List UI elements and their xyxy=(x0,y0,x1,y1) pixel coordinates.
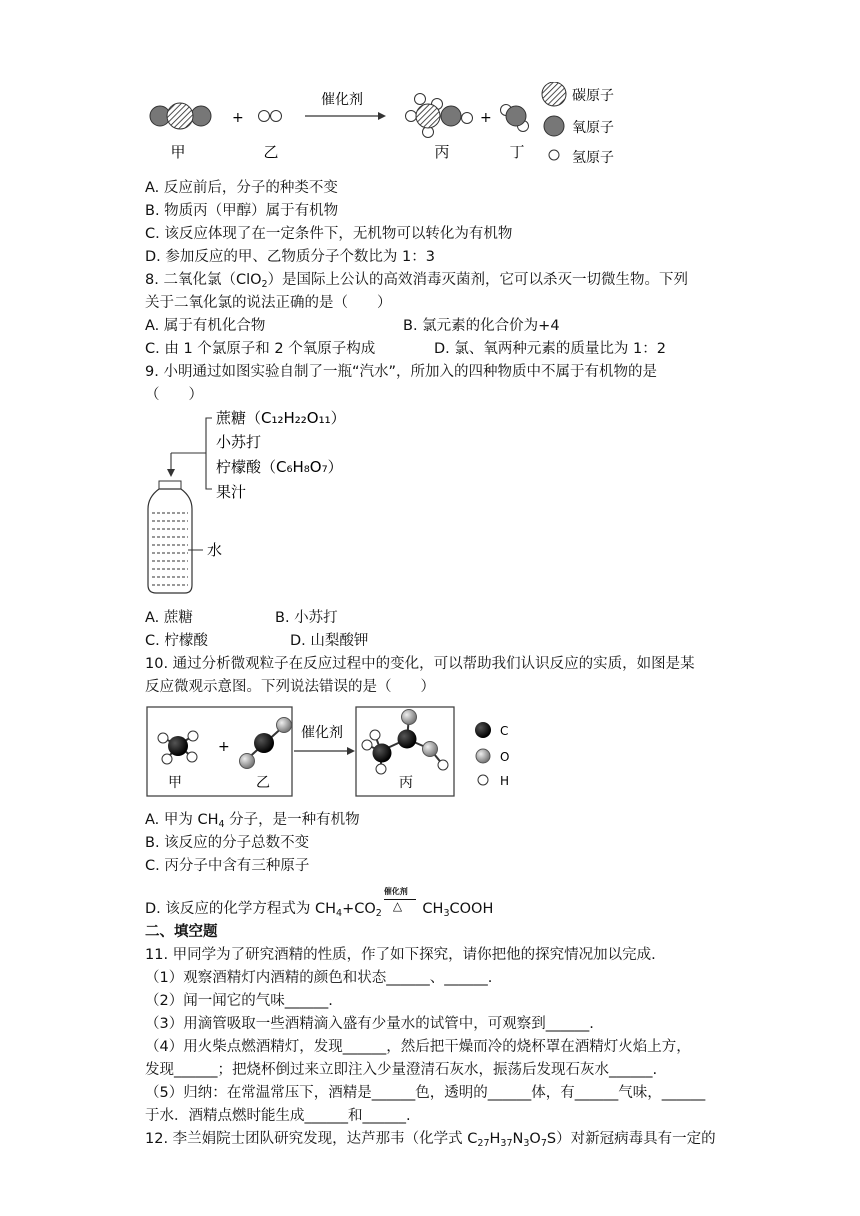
legend-h: H xyxy=(500,774,510,788)
q11-part-5-cont: 于水．酒精点燃时能生成______和______. xyxy=(145,1108,411,1124)
item-sucrose: 蔗糖（C₁₂H₂₂O₁₁） xyxy=(216,409,346,427)
catalyst-label: 催化剂 xyxy=(301,725,343,741)
q9-stem: 9. 小明通过如图实验自制了一瓶“汽水”，所加入的四种物质中不属于有机物的是 xyxy=(145,364,657,380)
plus-sign: + xyxy=(232,110,244,126)
q7-option-b: B. 物质丙（甲醇）属于有机物 xyxy=(145,203,339,219)
q11-part-4: （4）用火柴点燃酒精灯，发现______，然后把干燥而冷的烧杯罩在酒精灯火焰上方， xyxy=(145,1039,691,1055)
item-citric-acid: 柠檬酸（C₆H₈O₇） xyxy=(216,458,343,476)
q11-part-1: （1）观察酒精灯内酒精的颜色和状态______、______. xyxy=(145,970,493,986)
q9-bottle-figure xyxy=(140,405,400,605)
q10-reaction-figure xyxy=(145,705,525,800)
q10-option-d: D. 该反应的化学方程式为 $CH_4+CO_2$ 催化剂 △ $CH_3COOH$ xyxy=(145,887,494,919)
q8-stem: 8. 二氧化氯（ClO$_2$）是国际上公认的高效消毒灭菌剂，它可以杀灭一切微生物。下列 xyxy=(145,272,689,290)
molecule-yi xyxy=(259,111,282,122)
label-bing: 丙 xyxy=(399,775,413,791)
q7-option-c: C. 该反应体现了在一定条件下，无机物可以转化为有机物 xyxy=(145,226,513,242)
molecule-bing xyxy=(406,94,473,138)
q11-part-2: （2）闻一闻它的气味______. xyxy=(145,993,333,1009)
q9-stem-line2: （ ） xyxy=(145,387,203,403)
legend xyxy=(475,722,509,788)
legend-hydrogen: 氢原子 xyxy=(572,150,614,166)
plus-sign: + xyxy=(480,110,492,126)
q10-stem-line2: 反应微观示意图。下列说法错误的是（ ） xyxy=(145,679,435,695)
q8-option-a: A. 属于有机化合物 xyxy=(145,318,266,334)
q10-option-b: B. 该反应的分子总数不变 xyxy=(145,835,310,851)
legend-oxygen: 氧原子 xyxy=(572,120,614,136)
q8-option-c: C. 由 1 个氯原子和 2 个氧原子构成 xyxy=(145,341,376,357)
legend-carbon: 碳原子 xyxy=(572,88,614,104)
q8-option-b: B. 氯元素的化合价为+4 xyxy=(403,318,560,334)
reaction-condition: 催化剂 △ xyxy=(382,899,418,919)
q9-option-b: B. 小苏打 xyxy=(275,610,338,626)
q8-stem-line2: 关于二氧化氯的说法正确的是（ ） xyxy=(145,295,392,311)
label-yi: 乙 xyxy=(263,143,279,161)
q10-option-a: A. 甲为 $CH_4$ 分子，是一种有机物 xyxy=(145,812,360,830)
legend-c: C xyxy=(500,724,509,738)
water-label: 水 xyxy=(207,541,223,559)
q7-reaction-figure xyxy=(140,82,640,174)
label-jia: 甲 xyxy=(170,143,186,161)
q11-part-4-cont: 发现______；把烧杯倒过来立即注入少量澄清石灰水，振荡后发现石灰水______. xyxy=(145,1062,658,1078)
item-juice: 果汁 xyxy=(216,483,247,501)
q7-option-a: A. 反应前后，分子的种类不变 xyxy=(145,180,338,196)
q7-option-d: D. 参加反应的甲、乙物质分子个数比为 1：3 xyxy=(145,249,435,265)
q11-part-3: （3）用滴管吸取一些酒精滴入盛有少量水的试管中，可观察到______. xyxy=(145,1016,594,1032)
bottle xyxy=(148,481,192,593)
molecule-ding xyxy=(501,105,529,132)
molecule-jia xyxy=(150,103,211,129)
q10-option-c: C. 丙分子中含有三种原子 xyxy=(145,858,310,874)
q8-option-d: D. 氯、氧两种元素的质量比为 1：2 xyxy=(434,341,666,357)
label-yi: 乙 xyxy=(256,775,270,791)
item-baking-soda: 小苏打 xyxy=(216,433,262,451)
legend xyxy=(542,82,614,166)
label-jia: 甲 xyxy=(168,775,182,791)
q9-option-a: A. 蔗糖 xyxy=(145,610,193,626)
q11-part-5: （5）归纳：在常温常压下，酒精是______色，透明的______体，有______气味，______ xyxy=(145,1085,706,1101)
q10-stem: 10. 通过分析微观粒子在反应过程中的变化，可以帮助我们认识反应的实质，如图是某 xyxy=(145,656,695,672)
q9-option-d: D. 山梨酸钾 xyxy=(290,633,369,649)
label-ding: 丁 xyxy=(509,143,525,161)
q11-stem: 11. 甲同学为了研究酒精的性质，作了如下探究，请你把他的探究情况加以完成. xyxy=(145,947,656,963)
plus-sign: + xyxy=(218,739,230,755)
legend-o: O xyxy=(500,750,510,764)
label-bing: 丙 xyxy=(434,143,450,161)
q9-option-c: C. 柠檬酸 xyxy=(145,633,208,649)
section-fill-in-blank: 二、填空题 xyxy=(145,924,218,940)
q12-stem: 12. 李兰娟院士团队研究发现，达芦那韦（化学式 $C_{27}H_{37}N_3O_7S$）对新冠病毒具有一定的 xyxy=(145,1131,716,1149)
catalyst-label: 催化剂 xyxy=(321,92,363,108)
